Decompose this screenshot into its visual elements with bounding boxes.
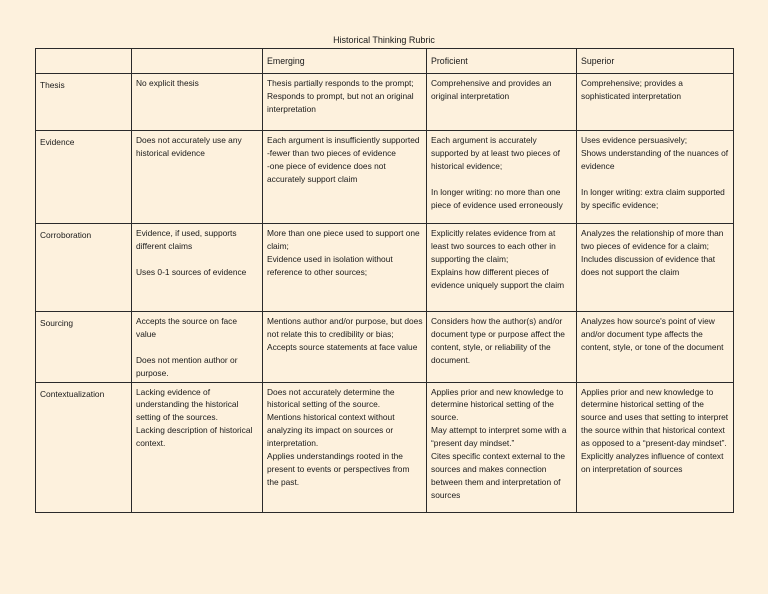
table-cell: Each argument is insufficiently supported -fewer than two pieces of evidence -one piece of evidence does not accurately support claim [263, 131, 427, 224]
table-cell: Considers how the author(s) and/or document type or purpose affect the content, style, or reliability of the document. [427, 312, 577, 383]
row-label-evidence: Evidence [36, 131, 132, 224]
row-label-corroboration: Corroboration [36, 224, 132, 312]
table-cell: Evidence, if used, supports different claims Uses 0-1 sources of evidence [132, 224, 263, 312]
row-label-contextualization: Contextualization [36, 382, 132, 512]
table-row [36, 74, 734, 131]
header-row [36, 49, 734, 74]
table-cell: Mentions author and/or purpose, but does not relate this to credibility or bias; Accepts source statements at face value [263, 312, 427, 383]
table-cell: Uses evidence persuasively; Shows understanding of the nuances of evidence In longer writing: extra claim supported by specific evidence; [577, 131, 734, 224]
rubric-table [35, 48, 734, 513]
table-cell: Comprehensive and provides an original interpretation [427, 74, 577, 131]
table-cell: More than one piece used to support one claim; Evidence used in isolation without reference to other sources; [263, 224, 427, 312]
table-cell: Analyzes how source's point of view and/or document type affects the content, style, or tone of the document [577, 312, 734, 383]
header-cell-emerging: Emerging [263, 49, 427, 74]
table-cell: Does not accurately determine the historical setting of the source. Mentions historical context without analyzing its impact on sources or interpretation. Applies understandings rooted in the present to events or perspectives from the past. [263, 382, 427, 512]
table-cell: No explicit thesis [132, 74, 263, 131]
table-cell: Thesis partially responds to the prompt; Responds to prompt, but not an original interpretation [263, 74, 427, 131]
table-row [36, 131, 734, 224]
table-cell: Each argument is accurately supported by at least two pieces of historical evidence; In longer writing: no more than one piece of evidence used erroneously [427, 131, 577, 224]
table-cell: Does not accurately use any historical evidence [132, 131, 263, 224]
table-cell: Applies prior and new knowledge to determine historical setting of the source. May attempt to interpret some with a “present day mindset.” Cites specific context external to the sources and makes connection between them and interpretation of sources [427, 382, 577, 512]
header-cell-superior: Superior [577, 49, 734, 74]
table-row [36, 224, 734, 312]
table-cell: Applies prior and new knowledge to determine historical setting of the source and uses that setting to interpret the source within that historical context as opposed to a “present-day mindset”. Explicitly analyzes influence of context on interpretation of sources [577, 382, 734, 512]
table-cell: Accepts the source on face value Does not mention author or purpose. [132, 312, 263, 383]
header-cell-proficient: Proficient [427, 49, 577, 74]
table-cell: Explicitly relates evidence from at least two sources to each other in supporting the claim; Explains how different pieces of evidence uniquely support the claim [427, 224, 577, 312]
table-cell: Analyzes the relationship of more than two pieces of evidence for a claim; Includes discussion of evidence that does not support the claim [577, 224, 734, 312]
row-label-thesis: Thesis [36, 74, 132, 131]
table-cell: Comprehensive; provides a sophisticated interpretation [577, 74, 734, 131]
page-title: Historical Thinking Rubric [333, 35, 435, 45]
header-cell-blank-1 [36, 49, 132, 74]
row-label-sourcing: Sourcing [36, 312, 132, 383]
table-cell: Lacking evidence of understanding the historical setting of the sources. Lacking description of historical context. [132, 382, 263, 512]
table-row [36, 382, 734, 512]
header-cell-blank-2 [132, 49, 263, 74]
table-row [36, 312, 734, 383]
